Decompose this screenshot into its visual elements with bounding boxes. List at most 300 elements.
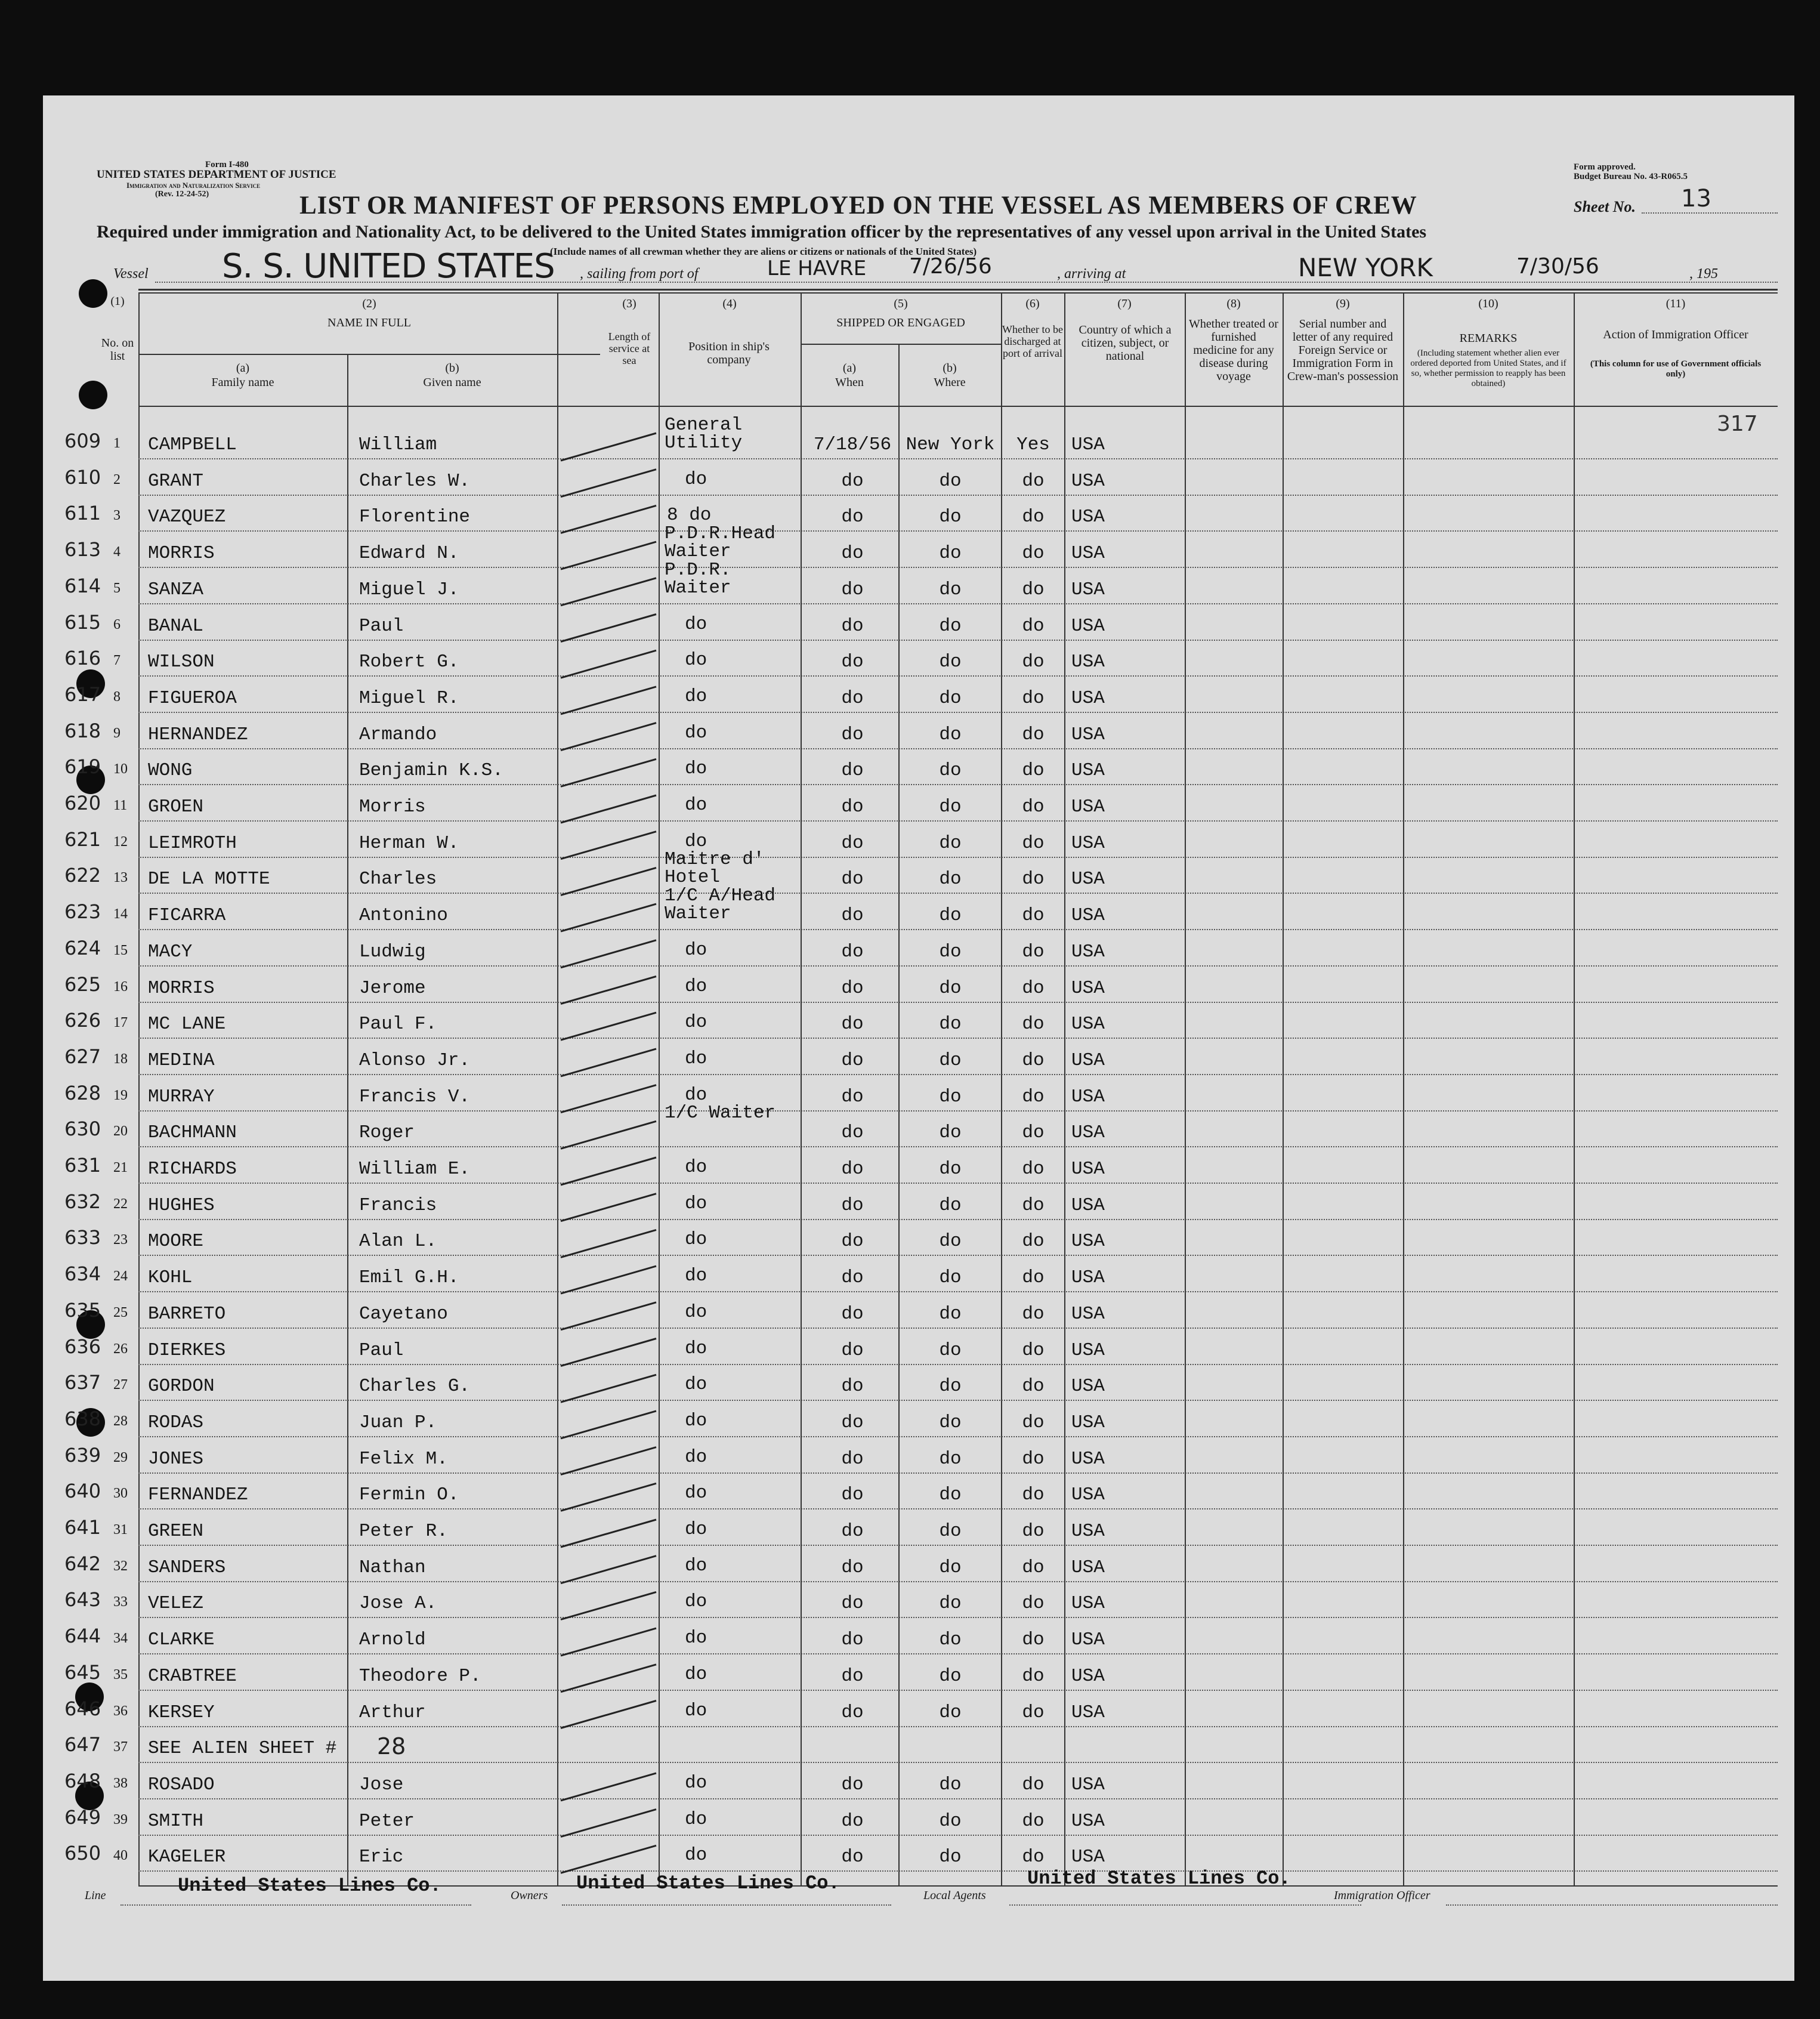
cell-family: CLARKE bbox=[148, 1629, 215, 1651]
cell-family: CRABTREE bbox=[148, 1665, 237, 1687]
vessel-label: Vessel bbox=[113, 266, 149, 282]
cell-when: do bbox=[841, 615, 864, 637]
cell-when: do bbox=[841, 1774, 864, 1795]
include-note: (Include names of all crewman whether they are aliens or citizens or nationals of the United States) bbox=[550, 246, 977, 257]
cell-where: do bbox=[939, 687, 962, 709]
cell-position: 1/C A/Head Waiter bbox=[665, 885, 776, 925]
check-mark bbox=[561, 1773, 656, 1801]
cell-when: do bbox=[841, 1665, 864, 1687]
entry-number: 634 bbox=[64, 1262, 101, 1286]
list-number: 19 bbox=[113, 1087, 128, 1103]
cell-when: do bbox=[841, 1303, 864, 1325]
cell-given: Antonino bbox=[359, 905, 448, 927]
list-number: 16 bbox=[113, 978, 128, 995]
col10-label: REMARKS bbox=[1459, 332, 1518, 345]
cell-given: Francis bbox=[359, 1194, 437, 1216]
list-number: 22 bbox=[113, 1196, 128, 1212]
subtitle: Required under immigration and Nationality Act, to be delivered to the United States immigration officer by the representatives of any vessel upon arrival in the United States bbox=[97, 222, 1427, 242]
cell-position: do bbox=[685, 1084, 707, 1106]
cell-family: HUGHES bbox=[148, 1194, 215, 1216]
cell-discharge: do bbox=[1022, 507, 1045, 528]
cell-given: Cayetano bbox=[359, 1303, 448, 1325]
cell-when: do bbox=[841, 507, 864, 528]
cell-country: USA bbox=[1071, 579, 1105, 600]
check-mark bbox=[561, 904, 656, 931]
sailing-label: , sailing from port of bbox=[580, 266, 699, 282]
cell-when: do bbox=[841, 1049, 864, 1071]
list-number: 21 bbox=[113, 1160, 128, 1175]
check-mark bbox=[561, 1230, 656, 1257]
cell-country: USA bbox=[1071, 905, 1105, 927]
cell-given: Jerome bbox=[359, 977, 426, 999]
footer-owners: United States Lines Co. bbox=[576, 1872, 840, 1894]
list-number: 28 bbox=[113, 1413, 128, 1429]
cell-country: USA bbox=[1071, 1194, 1105, 1216]
cell-family: MORRIS bbox=[148, 543, 215, 564]
cell-given: Florentine bbox=[359, 507, 471, 528]
cell-discharge: do bbox=[1022, 1412, 1045, 1433]
cell-position: 8 do bbox=[667, 505, 712, 526]
cell-position: do bbox=[685, 831, 707, 852]
cell-discharge: do bbox=[1022, 1593, 1045, 1614]
cell-discharge: do bbox=[1022, 1847, 1045, 1868]
cell-country: USA bbox=[1071, 507, 1105, 528]
col4-label: Position in ship's company bbox=[688, 340, 770, 366]
check-mark bbox=[561, 1701, 656, 1728]
check-mark bbox=[561, 1845, 656, 1873]
entry-number: 649 bbox=[64, 1805, 101, 1829]
cell-where: do bbox=[939, 1122, 962, 1144]
entry-number: 609 bbox=[64, 430, 101, 452]
cell-family: GREEN bbox=[148, 1521, 204, 1542]
check-mark bbox=[561, 1085, 656, 1113]
check-mark bbox=[561, 433, 656, 461]
footer-line-label: Line bbox=[85, 1889, 106, 1902]
col10-number: (10) bbox=[1478, 297, 1498, 310]
footer-agents: United States Lines Co. bbox=[1027, 1867, 1291, 1890]
cell-country: USA bbox=[1071, 977, 1105, 999]
cell-given: Miguel R. bbox=[359, 687, 459, 709]
cell-where: do bbox=[939, 615, 962, 637]
cell-discharge: do bbox=[1022, 832, 1045, 854]
cell-position: do bbox=[685, 1555, 707, 1576]
cell-country: USA bbox=[1071, 1665, 1105, 1687]
footer-line: United States Lines Co. bbox=[178, 1875, 441, 1897]
cell-family: MORRIS bbox=[148, 977, 215, 999]
entry-number: 640 bbox=[64, 1480, 101, 1503]
cell-where: do bbox=[939, 1376, 962, 1397]
cell-when: do bbox=[841, 724, 864, 745]
entry-number: 638 bbox=[64, 1407, 101, 1430]
check-mark bbox=[561, 470, 656, 497]
col3-label: Length of service at sea bbox=[608, 331, 651, 366]
entry-number: 636 bbox=[64, 1335, 101, 1358]
cell-position: do bbox=[685, 468, 707, 490]
cell-when: do bbox=[841, 470, 864, 492]
cell-discharge: do bbox=[1022, 1194, 1045, 1216]
cell-given: Edward N. bbox=[359, 543, 459, 564]
sheet-number: 13 bbox=[1681, 185, 1711, 212]
cell-position: do bbox=[685, 1845, 707, 1866]
service-check-marks bbox=[43, 95, 1794, 1981]
entry-number: 631 bbox=[64, 1154, 101, 1177]
cell-country: USA bbox=[1071, 1521, 1105, 1542]
cell-when: do bbox=[841, 1448, 864, 1470]
cell-when: do bbox=[841, 1629, 864, 1651]
check-mark bbox=[561, 505, 656, 533]
cell-where: do bbox=[939, 977, 962, 999]
cell-when: do bbox=[841, 652, 864, 673]
entry-number: 639 bbox=[64, 1443, 101, 1467]
cell-where: do bbox=[939, 905, 962, 927]
cell-discharge: do bbox=[1022, 724, 1045, 745]
cell-given: Paul F. bbox=[359, 1014, 437, 1035]
cell-when: do bbox=[841, 1014, 864, 1035]
col1-label: No. on list bbox=[101, 336, 134, 363]
list-number: 8 bbox=[113, 689, 120, 705]
cell-when: do bbox=[841, 543, 864, 564]
cell-position: do bbox=[685, 1229, 707, 1251]
cell-country: USA bbox=[1071, 1557, 1105, 1578]
entry-number: 611 bbox=[64, 502, 101, 525]
cell-when: do bbox=[841, 687, 864, 709]
cell-family: MOORE bbox=[148, 1231, 204, 1252]
list-number: 7 bbox=[113, 653, 120, 669]
cell-discharge: do bbox=[1022, 615, 1045, 637]
entry-number: 648 bbox=[64, 1769, 101, 1792]
cell-family: WILSON bbox=[148, 652, 215, 673]
cell-position: do bbox=[685, 758, 707, 780]
check-mark bbox=[561, 832, 656, 859]
entry-number: 620 bbox=[64, 792, 101, 814]
cell-family: VELEZ bbox=[148, 1593, 204, 1614]
col5b-label: Where bbox=[934, 376, 966, 389]
entry-number: 643 bbox=[64, 1588, 101, 1612]
cell-family: BACHMANN bbox=[148, 1122, 237, 1144]
cell-where: do bbox=[939, 1665, 962, 1687]
entry-number: 627 bbox=[64, 1045, 101, 1068]
footer-agents-label: Local Agents bbox=[923, 1889, 986, 1902]
cell-where: do bbox=[939, 652, 962, 673]
col1-number: (1) bbox=[110, 295, 125, 308]
cell-discharge: do bbox=[1022, 1122, 1045, 1144]
list-number: 29 bbox=[113, 1449, 128, 1465]
cell-when: do bbox=[841, 1521, 864, 1542]
cell-where: do bbox=[939, 1484, 962, 1506]
cell-family: FERNANDEZ bbox=[148, 1484, 248, 1506]
cell-family: MACY bbox=[148, 941, 193, 962]
cell-position: do bbox=[685, 1483, 707, 1504]
cell-country: USA bbox=[1071, 760, 1105, 782]
cell-country: USA bbox=[1071, 724, 1105, 745]
cell-where: do bbox=[939, 507, 962, 528]
cell-family: SMITH bbox=[148, 1810, 204, 1832]
cell-where: do bbox=[939, 832, 962, 854]
cell-country: USA bbox=[1071, 1339, 1105, 1361]
check-mark bbox=[561, 1339, 656, 1366]
cell-position: do bbox=[685, 1446, 707, 1468]
cell-position: do bbox=[685, 1048, 707, 1069]
cell-country: USA bbox=[1071, 797, 1105, 817]
sail-date: 7/26/56 bbox=[909, 254, 992, 279]
entry-number: 614 bbox=[64, 574, 101, 597]
entry-number: 647 bbox=[64, 1733, 101, 1756]
cell-position: 1/C Waiter bbox=[665, 1103, 776, 1124]
cell-when: 7/18/56 bbox=[813, 434, 892, 455]
entry-number: 623 bbox=[64, 900, 101, 924]
col8-number: (8) bbox=[1226, 297, 1241, 310]
col11-label: Action of Immigration Officer bbox=[1603, 328, 1748, 341]
cell-where: do bbox=[939, 1847, 962, 1868]
entry-number: 645 bbox=[64, 1660, 101, 1684]
check-mark bbox=[561, 1302, 656, 1330]
cell-position: do bbox=[685, 1772, 707, 1793]
cell-given: Theodore P. bbox=[359, 1665, 481, 1687]
cell-discharge: do bbox=[1022, 1303, 1045, 1325]
list-number: 1 bbox=[113, 436, 120, 451]
check-mark bbox=[561, 977, 656, 1004]
cell-discharge: do bbox=[1022, 977, 1045, 999]
cell-discharge: do bbox=[1022, 687, 1045, 709]
cell-discharge: do bbox=[1022, 1049, 1045, 1071]
cell-given: Arthur bbox=[359, 1702, 426, 1723]
cell-position: do bbox=[685, 686, 707, 707]
cell-country: USA bbox=[1071, 652, 1105, 673]
list-number: 3 bbox=[113, 508, 120, 524]
cell-country: USA bbox=[1071, 1629, 1105, 1651]
list-number: 27 bbox=[113, 1377, 128, 1393]
col4-number: (4) bbox=[722, 297, 737, 310]
col11-note: (This column for use of Government officials only) bbox=[1590, 359, 1762, 379]
cell-where: do bbox=[939, 941, 962, 962]
cell-when: do bbox=[841, 1122, 864, 1144]
col3-number: (3) bbox=[622, 297, 636, 310]
cell-position: do bbox=[685, 1410, 707, 1431]
cell-family: HERNANDEZ bbox=[148, 724, 248, 745]
check-mark bbox=[561, 1556, 656, 1583]
list-number: 24 bbox=[113, 1268, 128, 1285]
cell-when: do bbox=[841, 941, 864, 962]
cell-family: FICARRA bbox=[148, 905, 226, 927]
cell-discharge: do bbox=[1022, 869, 1045, 890]
cell-where: do bbox=[939, 1086, 962, 1107]
agency-line: UNITED STATES DEPARTMENT OF JUSTICE bbox=[97, 168, 336, 181]
cell-where: do bbox=[939, 1774, 962, 1795]
cell-given: William bbox=[359, 434, 437, 455]
col5a-label: When bbox=[835, 376, 864, 389]
cell-position: do bbox=[685, 975, 707, 997]
cell-country: USA bbox=[1071, 941, 1105, 962]
cell-where: do bbox=[939, 1629, 962, 1651]
check-mark bbox=[561, 795, 656, 823]
check-mark bbox=[561, 1592, 656, 1619]
col10-note: (Including statement whether alien ever ordered deported from United States, and if so, whether permission to reapply has been obtained) bbox=[1410, 348, 1566, 388]
entry-number: 637 bbox=[64, 1371, 101, 1394]
check-mark bbox=[561, 1121, 656, 1149]
cell-given: Juan P. bbox=[359, 1412, 437, 1433]
col7-label: Country of which a citizen, subject, or national bbox=[1079, 323, 1172, 363]
cell-given: Charles bbox=[359, 869, 437, 890]
arrive-date: 7/30/56 bbox=[1516, 254, 1599, 279]
cell-family: GORDON bbox=[148, 1376, 215, 1397]
entry-number: 613 bbox=[64, 538, 101, 561]
entry-number: 610 bbox=[64, 465, 101, 489]
cell-where: do bbox=[939, 797, 962, 817]
cell-family: RICHARDS bbox=[148, 1159, 237, 1180]
cell-discharge: do bbox=[1022, 1014, 1045, 1035]
list-number: 12 bbox=[113, 833, 128, 850]
cell-discharge: do bbox=[1022, 543, 1045, 564]
cell-where: do bbox=[939, 1448, 962, 1470]
arriving-label: , arriving at bbox=[1057, 266, 1126, 282]
cell-position: do bbox=[685, 1265, 707, 1287]
cell-where: do bbox=[939, 543, 962, 564]
check-mark bbox=[561, 650, 656, 678]
cell-where: do bbox=[939, 1702, 962, 1723]
cell-given: Jose bbox=[359, 1774, 404, 1795]
cell-position: do bbox=[685, 1700, 707, 1721]
cell-country: USA bbox=[1071, 1014, 1105, 1035]
entry-number: 626 bbox=[64, 1009, 101, 1032]
cell-family: GRANT bbox=[148, 470, 204, 492]
cell-where: do bbox=[939, 579, 962, 600]
cell-country: USA bbox=[1071, 687, 1105, 709]
cell-given: William E. bbox=[359, 1159, 471, 1180]
cell-when: do bbox=[841, 1194, 864, 1216]
form-approved: Form approved. bbox=[1574, 162, 1636, 172]
cell-country: USA bbox=[1071, 1448, 1105, 1470]
cell-given: 28 bbox=[377, 1733, 406, 1760]
entry-number: 621 bbox=[64, 828, 101, 851]
cell-family: ROSADO bbox=[148, 1774, 215, 1795]
cell-discharge: do bbox=[1022, 1810, 1045, 1832]
cell-when: do bbox=[841, 579, 864, 600]
footer-underline bbox=[562, 1904, 891, 1906]
page-title: LIST OR MANIFEST OF PERSONS EMPLOYED ON THE VESSEL AS MEMBERS OF CREW bbox=[299, 192, 1417, 220]
cell-discharge: do bbox=[1022, 579, 1045, 600]
cell-family: LEIMROTH bbox=[148, 832, 237, 854]
cell-position: P.D.R.Head Waiter bbox=[665, 523, 776, 563]
cell-given: Nathan bbox=[359, 1557, 426, 1578]
cell-family: FIGUEROA bbox=[148, 687, 237, 709]
cell-given: Felix M. bbox=[359, 1448, 448, 1470]
cell-given: Paul bbox=[359, 1339, 404, 1361]
check-mark bbox=[561, 615, 656, 642]
cell-discharge: do bbox=[1022, 1339, 1045, 1361]
cell-position: do bbox=[685, 1374, 707, 1396]
cell-discharge: do bbox=[1022, 470, 1045, 492]
cell-position: do bbox=[685, 1012, 707, 1033]
cell-where: do bbox=[939, 1521, 962, 1542]
cell-when: do bbox=[841, 832, 864, 854]
check-mark bbox=[561, 759, 656, 786]
cell-family: DIERKES bbox=[148, 1339, 226, 1361]
cell-country: USA bbox=[1071, 434, 1105, 455]
cell-family: CAMPBELL bbox=[148, 434, 237, 455]
list-number: 26 bbox=[113, 1341, 128, 1357]
footer-underline bbox=[1446, 1904, 1778, 1906]
check-mark bbox=[561, 940, 656, 968]
list-number: 2 bbox=[113, 471, 120, 487]
check-mark bbox=[561, 1628, 656, 1656]
cell-discharge: do bbox=[1022, 1702, 1045, 1723]
cell-given: Arnold bbox=[359, 1629, 426, 1651]
list-number: 4 bbox=[113, 544, 120, 560]
cell-family: BARRETO bbox=[148, 1303, 226, 1325]
check-mark bbox=[561, 1411, 656, 1438]
cell-discharge: do bbox=[1022, 1484, 1045, 1506]
cell-discharge: do bbox=[1022, 1557, 1045, 1578]
cell-position: do bbox=[685, 650, 707, 671]
side-page-number: 317 bbox=[1717, 412, 1758, 436]
cell-position: do bbox=[685, 1808, 707, 1830]
entry-number: 615 bbox=[64, 610, 101, 634]
cell-family: KERSEY bbox=[148, 1702, 215, 1723]
cell-when: do bbox=[841, 1376, 864, 1397]
cell-family: MURRAY bbox=[148, 1086, 215, 1107]
cell-country: USA bbox=[1071, 615, 1105, 637]
cell-discharge: do bbox=[1022, 941, 1045, 962]
revision-date: (Rev. 12-24-52) bbox=[155, 190, 209, 199]
col9-number: (9) bbox=[1336, 297, 1350, 310]
cell-where: do bbox=[939, 470, 962, 492]
col5-number: (5) bbox=[894, 297, 908, 310]
cell-discharge: do bbox=[1022, 1231, 1045, 1252]
check-mark bbox=[561, 687, 656, 714]
cell-family: BANAL bbox=[148, 615, 204, 637]
check-mark bbox=[561, 1194, 656, 1221]
cell-discharge: do bbox=[1022, 1774, 1045, 1795]
cell-where: do bbox=[939, 1267, 962, 1289]
list-number: 23 bbox=[113, 1232, 128, 1248]
list-number: 30 bbox=[113, 1486, 128, 1502]
cell-given: Robert G. bbox=[359, 652, 459, 673]
cell-country: USA bbox=[1071, 1412, 1105, 1433]
cell-given: Miguel J. bbox=[359, 579, 459, 600]
entry-number: 650 bbox=[64, 1842, 101, 1865]
cell-when: do bbox=[841, 1484, 864, 1506]
col2-label: NAME IN FULL bbox=[327, 316, 411, 329]
budget-bureau: Budget Bureau No. 43-R065.5 bbox=[1574, 172, 1688, 181]
entry-number: 625 bbox=[64, 973, 101, 996]
cell-country: USA bbox=[1071, 1484, 1105, 1506]
list-number: 13 bbox=[113, 870, 128, 886]
cell-family: WONG bbox=[148, 760, 193, 782]
cell-discharge: do bbox=[1022, 905, 1045, 927]
form-number: Form I-480 bbox=[205, 160, 249, 169]
cell-position: do bbox=[685, 939, 707, 961]
check-mark bbox=[561, 1266, 656, 1293]
footer-underline bbox=[120, 1904, 471, 1906]
entry-number: 630 bbox=[64, 1117, 101, 1141]
col11-number: (11) bbox=[1665, 297, 1686, 310]
entry-number: 646 bbox=[64, 1697, 101, 1720]
check-mark bbox=[561, 1012, 656, 1040]
cell-country: USA bbox=[1071, 869, 1105, 890]
cell-position: do bbox=[685, 795, 707, 816]
entry-number: 641 bbox=[64, 1516, 101, 1539]
check-mark bbox=[561, 578, 656, 606]
cell-where: do bbox=[939, 1014, 962, 1035]
vessel-name: S. S. UNITED STATES bbox=[222, 247, 555, 286]
cell-given: Peter R. bbox=[359, 1521, 448, 1542]
cell-position: do bbox=[685, 1338, 707, 1359]
cell-when: do bbox=[841, 1267, 864, 1289]
cell-when: do bbox=[841, 905, 864, 927]
cell-position: do bbox=[685, 1301, 707, 1323]
cell-when: do bbox=[841, 797, 864, 817]
cell-when: do bbox=[841, 977, 864, 999]
